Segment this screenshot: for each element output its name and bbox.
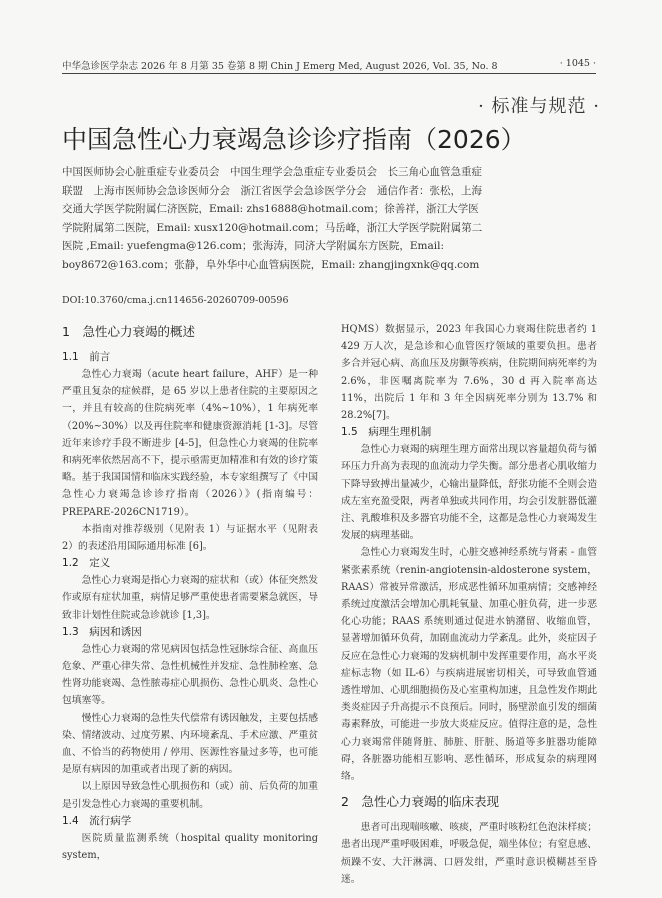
paragraph: 急性心力衰竭是指心力衰竭的症状和（或）体征突然发作或原有症状加重，病情足够严重使患者需要紧急就医，导致非计划性住院或急诊就诊 [1,3]。 [62,575,318,621]
subsection-heading-1-2: 1.2 定义 [62,557,111,570]
subsection-heading-1-1: 1.1 前言 [62,351,111,363]
header-rule [62,73,596,74]
doi: DOI:10.3760/cma.j.cn114656-20260709-00596 [62,295,289,306]
paragraph: 本指南对推荐级别（见附表 1）与证据水平（见附表 2）的表述沿用国际通用标准 [6]。 [62,523,318,553]
left-column [62,321,318,864]
paragraph: 医院质量监测系统（hospital quality monitoring system， [62,832,318,862]
journal-citation: 中华急诊医学杂志 2026 年 8 月第 35 卷第 8 期 Chin J Emerg Med, August 2026, Vol. 35, No. 8 [62,61,498,72]
paragraph: 急性心力衰竭的病理生理方面常出现以容量超负荷与循环压力升高为表现的血流动力学失衡。部分患者心肌收缩力下降导致搏出量减少，心输出量降低，舒张功能不全则会造成左室充盈受限，两者单独或共同作用，均会引发脏器低灌注、乳酸堆积及多器官功能不全，这都是急性心力衰竭发生发展的病理基础。 [341,444,597,542]
paragraph: 以上原因导致急性心肌损伤和（或）前、后负荷的加重是引发急性心力衰竭的重要机制。 [62,781,318,810]
paragraph: 急性心力衰竭的常见病因包括急性冠脉综合征、高血压危象、严重心律失常、急性机械性并发症、急性肺栓塞、急性肾功能衰竭、急性脓毒症心肌损伤、急性心肌炎、急性心包填塞等。 [62,643,318,707]
paragraph: 患者可出现喘咳嗽、咳痰，严重时咳粉红色泡沫样痰；患者出现严重呼吸困难，呼吸急促，端坐体位；有窒息感、烦躁不安、大汗淋漓、口唇发绀，严重时意识模糊甚至昏迷。 [341,822,597,885]
page-number: · 1045 · [559,58,596,69]
subsection-heading-1-4: 1.4 流行病学 [62,814,132,827]
section-heading-1: 1 急性心力衰竭的概述 [62,324,195,339]
article-title: 中国急性心力衰竭急诊诊疗指南（2026） [62,125,526,154]
running-header [62,58,596,72]
paragraph: 慢性心力衰竭的急性失代偿常有诱因触发，主要包括感染、情绪波动、过度劳累、内环境紊乱、手术应激、严重贫血、不恰当的药物使用 / 停用、医源性容量过多等，也可能是原有病因的加重或者出现了新的病因。 [62,712,318,776]
right-column [341,321,597,888]
paragraph: 急性心力衰竭发生时，心脏交感神经系统与肾素 - 血管紧张素系统（renin-angiotensin-aldosterone system，RAAS）常被异常激活，形成恶性循环加重病情；交感神经系统过度激活会增加心肌耗氧量、加重心脏负荷，进一步恶化心功能；RAAS 系统则通过促进水钠潴留、收缩血管，显著增加循环负荷，加剧血流动力学紊乱。此外，炎症因子反应在急性心力衰竭的发病机制中发挥重要作用，高水平炎症标志物（如 IL-6）与疾病进展密切相关，可导致血管通透性增加、心肌细胞损伤及心室重构加速，且急性发作期此类炎症因子升高提示不良预后。同时，肠壁淤血引发的细菌毒素释放，可能进一步放大炎症反应。值得注意的是，急性心力衰竭常伴随肾脏、肺脏、肝脏、肠道等多脏器功能障碍，各脏器功能相互影响、恶性循环，形成复杂的病理网络。 [341,547,597,783]
section-tag: · 标准与规范 · [478,96,600,117]
subsection-heading-1-3: 1.3 病因和诱因 [62,625,142,638]
paragraph: HQMS）数据显示，2023 年我国心力衰竭住院患者约 1 429 万人次，是急诊和心血管医疗领域的重要负担。患者多合并冠心病、高血压及房颤等疾病，住院期间病死率约为 2.6%，非医嘱离院率为 7.6%，30 d 再入院率高达 11%，出院后 1 年和 3 年全因病死率分别为 13.7% 和 28.2%[7]。 [341,324,597,422]
subsection-heading-1-5: 1.5 病理生理机制 [341,426,432,439]
paragraph: 急性心力衰竭（acute heart failure，AHF）是一种严重且复杂的症候群，是 65 岁以上患者住院的主要原因之一，并且有较高的住院病死率（4%~10%），1 年病死率（20%~30%）以及再住院率和健康资源消耗 [1-3]。尽管近年来诊疗手段不断进步 [4-5]，但急性心力衰竭的住院率和病死率依然居高不下，提示亟需更加精准和有效的诊疗策略。基于我国国情和临床实践经验，本专家组撰写了《中国急性心力衰竭急诊诊疗指南（2026）》(指南编号：PREPARE-2026CN1719）。 [62,369,318,518]
author-block: 中国医师协会心脏重症专业委员会 中国生理学会急重症专业委员会 长三角心血管急重症联盟 上海市医师协会急诊医师分会 浙江省医学会急诊医学分会 通信作者：张松，上海交通大学医学院附属仁济医院，Email: zhs16888@hotmail.com；徐善祥，浙江大学医学院附属第二医院，Email: xusx120@hotmail.com；马岳峰，浙江大学医学院附属第二医院 ,Email: yuefengma@126.com；张海涛，同济大学附属东方医院，Email: boy8672@163.com；张静，阜外华中心血管病医院，Email: zhangjingxnk@qq.com [62,166,483,271]
section-heading-2: 2 急性心力衰竭的临床表现 [341,794,499,810]
